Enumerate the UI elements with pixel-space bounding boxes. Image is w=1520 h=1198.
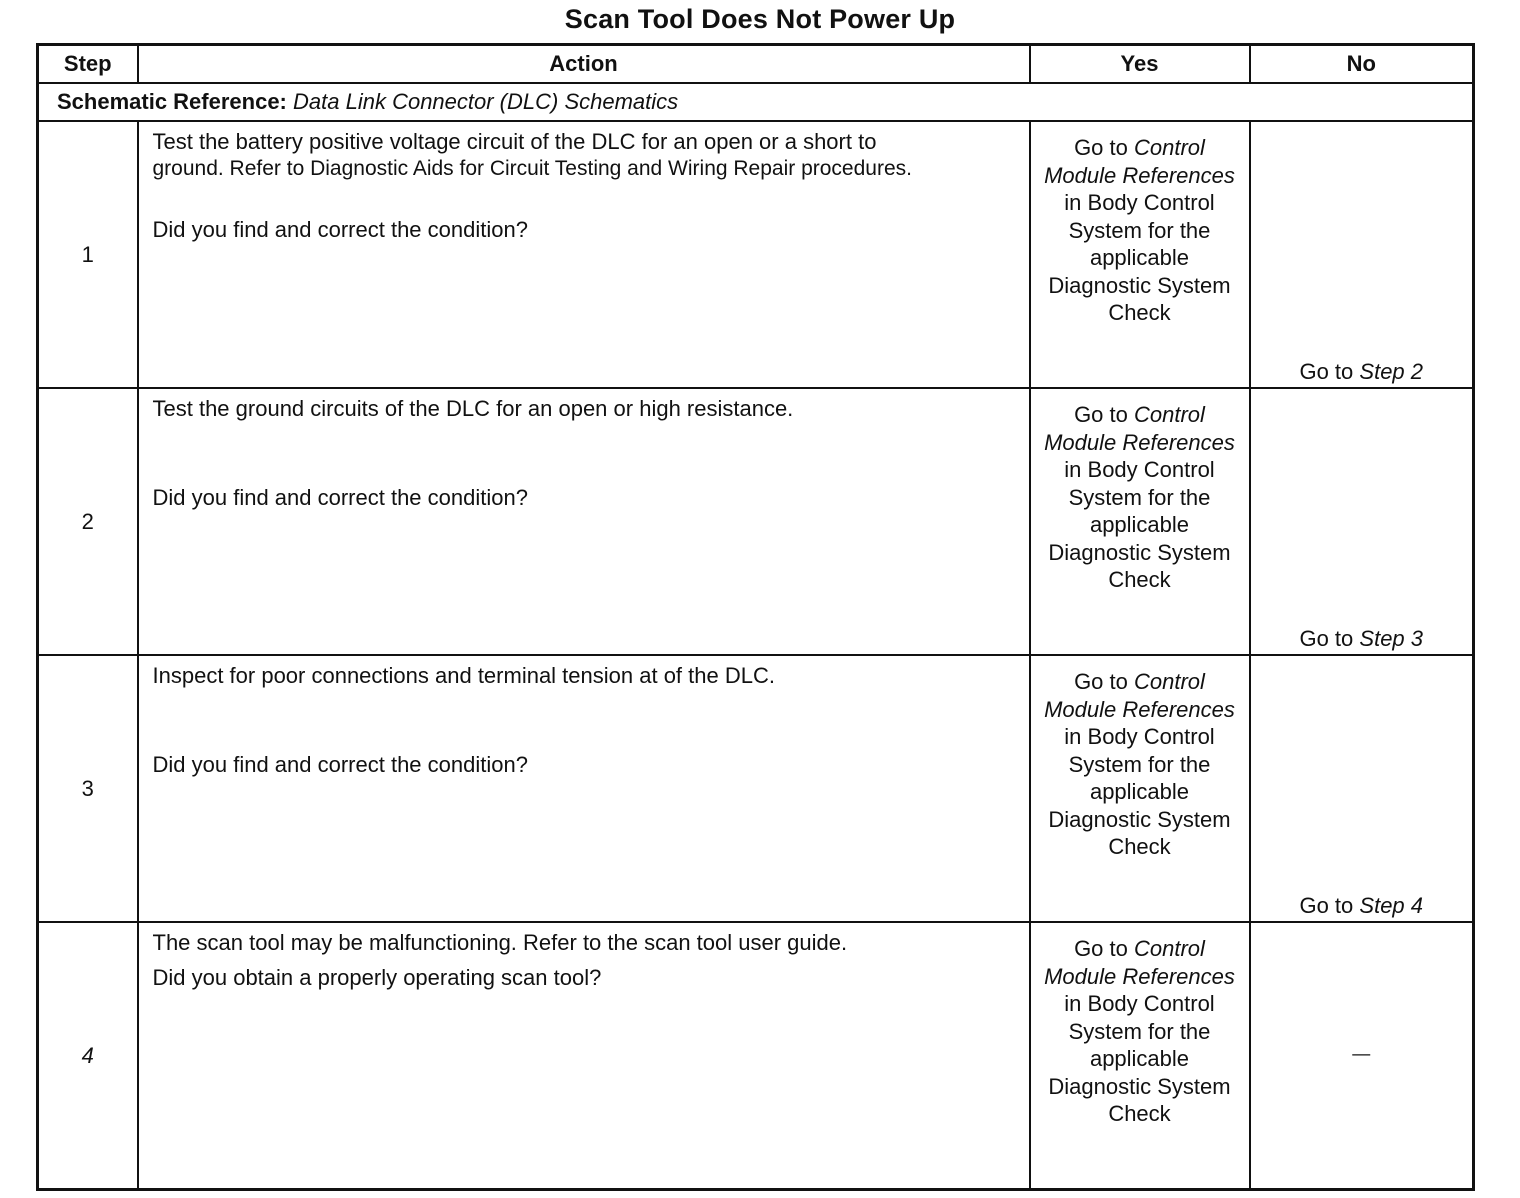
action-text: Test the battery positive voltage circuit of the DLC for an open or a short to xyxy=(152,129,877,154)
no-prefix: Go to xyxy=(1299,359,1354,384)
yes-go-to: Go to xyxy=(1074,402,1128,427)
no-cell xyxy=(1250,388,1474,655)
yes-rest: in Body Control System for the applicable Diagnostic System Check xyxy=(1048,457,1231,592)
action-cell xyxy=(138,388,1030,655)
no-go-to[interactable] xyxy=(1251,359,1473,385)
yes-go-to: Go to xyxy=(1074,135,1128,160)
action-cell xyxy=(138,655,1030,922)
yes-cell xyxy=(1030,388,1250,655)
no-column-header: No xyxy=(1250,45,1474,84)
action-question: Did you find and correct the condition? xyxy=(152,752,528,777)
header-row xyxy=(38,45,1474,84)
no-step-link[interactable]: Step 2 xyxy=(1359,359,1424,384)
step-number: 1 xyxy=(38,121,138,388)
action-text: Inspect for poor connections and terminal tension at of the DLC. xyxy=(152,663,775,688)
no-step-link[interactable]: Step 3 xyxy=(1359,626,1424,651)
action-question: Did you obtain a properly operating scan tool? xyxy=(152,965,602,990)
schematic-reference-label: Schematic Reference: xyxy=(57,89,287,114)
yes-go-to: Go to xyxy=(1074,936,1128,961)
action-column-header: Action xyxy=(138,45,1030,84)
no-cell xyxy=(1250,121,1474,388)
action-question: Did you find and correct the condition? xyxy=(152,485,528,510)
no-cell xyxy=(1250,922,1474,1190)
no-prefix: Go to xyxy=(1299,893,1354,918)
no-value-dash: — xyxy=(1352,1042,1371,1063)
yes-rest: in Body Control System for the applicable Diagnostic System Check xyxy=(1048,190,1231,325)
action-cell xyxy=(138,922,1030,1190)
step-number: 3 xyxy=(38,655,138,922)
schematic-reference xyxy=(38,83,1474,121)
step-number: 4 xyxy=(38,922,138,1190)
yes-column-header: Yes xyxy=(1030,45,1250,84)
step-number: 2 xyxy=(38,388,138,655)
yes-rest: in Body Control System for the applicable Diagnostic System Check xyxy=(1048,991,1231,1126)
yes-go-to: Go to xyxy=(1074,669,1128,694)
yes-link[interactable]: Control Module References xyxy=(1044,936,1235,989)
yes-cell xyxy=(1030,121,1250,388)
step-column-header: Step xyxy=(38,45,138,84)
yes-link[interactable]: Control Module References xyxy=(1044,135,1235,188)
yes-cell xyxy=(1030,922,1250,1190)
yes-link[interactable]: Control Module References xyxy=(1044,402,1235,455)
yes-rest: in Body Control System for the applicable Diagnostic System Check xyxy=(1048,724,1231,859)
no-cell xyxy=(1250,655,1474,922)
schematic-reference-row xyxy=(38,83,1474,121)
no-prefix: Go to xyxy=(1299,626,1354,651)
action-question: Did you find and correct the condition? xyxy=(152,217,528,242)
no-step-link[interactable]: Step 4 xyxy=(1359,893,1424,918)
action-text: The scan tool may be malfunctioning. Refer to the scan tool user guide. xyxy=(152,930,848,955)
table-row xyxy=(38,655,1474,922)
diagnostic-table xyxy=(36,43,1475,1191)
table-row xyxy=(38,121,1474,388)
schematic-reference-link[interactable]: Data Link Connector (DLC) Schematics xyxy=(293,89,679,114)
no-go-to[interactable] xyxy=(1251,626,1473,652)
no-go-to[interactable] xyxy=(1251,893,1473,919)
yes-link[interactable]: Control Module References xyxy=(1044,669,1235,722)
table-row xyxy=(38,388,1474,655)
page-title: Scan Tool Does Not Power Up xyxy=(564,4,956,34)
action-cell xyxy=(138,121,1030,388)
yes-cell xyxy=(1030,655,1250,922)
table-row xyxy=(38,922,1474,1190)
action-text: Test the ground circuits of the DLC for an open or high resistance. xyxy=(152,396,794,421)
action-text-continued: ground. Refer to Diagnostic Aids for Circuit Testing and Wiring Repair procedures. xyxy=(152,157,912,180)
